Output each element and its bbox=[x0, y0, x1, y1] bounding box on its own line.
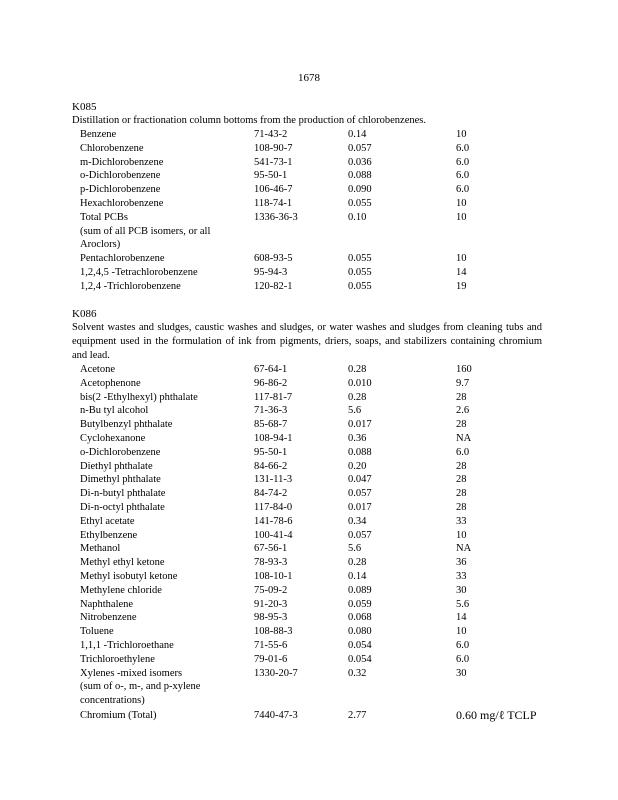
constituent-name: Methanol bbox=[80, 543, 121, 555]
table-row bbox=[72, 142, 542, 156]
cas-number: 96-86-2 bbox=[254, 377, 288, 389]
wastewater-value: 0.054 bbox=[348, 639, 372, 651]
wastewater-value: 0.059 bbox=[348, 598, 372, 610]
wastewater-value: 0.34 bbox=[348, 515, 367, 527]
nonwastewater-value: 160 bbox=[456, 364, 472, 375]
cas-number: 85-68-7 bbox=[254, 419, 288, 431]
nonwastewater-value: 14 bbox=[456, 612, 467, 624]
constituent-name: 1,2,4,5 -Tetrachlorobenzene bbox=[80, 266, 198, 278]
page-number: 1678 bbox=[298, 72, 320, 84]
nonwastewater-value: 14 bbox=[456, 266, 467, 278]
table-row bbox=[72, 501, 542, 515]
cas-number: 95-94-3 bbox=[254, 266, 288, 278]
constituent-name: Di-n-butyl phthalate bbox=[80, 488, 166, 500]
cas-number: 71-55-6 bbox=[254, 639, 288, 651]
nonwastewater-value: 5.6 bbox=[456, 598, 470, 610]
nonwastewater-value: 10 bbox=[456, 197, 467, 209]
nonwastewater-value: 6.0 bbox=[456, 639, 470, 651]
waste-description: Distillation or fractionation column bottoms from the production of chlorobenzenes. bbox=[72, 115, 427, 126]
cas-number: 79-01-6 bbox=[254, 653, 288, 665]
table-row bbox=[72, 211, 542, 225]
nonwastewater-value: 6.0 bbox=[456, 446, 470, 458]
wastewater-value: 0.054 bbox=[348, 653, 372, 665]
table-row bbox=[72, 570, 542, 584]
cas-number: 98-95-3 bbox=[254, 612, 288, 624]
cas-number: 84-74-2 bbox=[254, 488, 288, 500]
table-row bbox=[72, 667, 542, 681]
wastewater-value: 0.068 bbox=[348, 612, 372, 624]
waste-code: K086 bbox=[72, 308, 97, 320]
table-note: (sum of all PCB isomers, or all bbox=[80, 225, 211, 237]
cas-number: 120-82-1 bbox=[254, 280, 293, 292]
table-row bbox=[72, 197, 542, 211]
wastewater-value: 0.20 bbox=[348, 460, 367, 472]
cas-number: 108-90-7 bbox=[254, 142, 293, 154]
wastewater-value: 0.28 bbox=[348, 364, 367, 375]
cas-number: 7440-47-3 bbox=[254, 709, 298, 721]
constituent-table bbox=[72, 252, 542, 293]
wastewater-value: 0.047 bbox=[348, 474, 372, 486]
table-row bbox=[72, 128, 542, 142]
table-note: concentrations) bbox=[80, 695, 145, 707]
wastewater-value: 0.36 bbox=[348, 432, 367, 444]
table-row bbox=[72, 404, 542, 418]
wastewater-value: 0.055 bbox=[348, 280, 372, 292]
wastewater-value: 0.057 bbox=[348, 488, 372, 500]
constituent-name: m-Dichlorobenzene bbox=[80, 156, 164, 168]
cas-number: 117-81-7 bbox=[254, 391, 293, 403]
constituent-name: Pentachlorobenzene bbox=[80, 253, 165, 265]
wastewater-value: 2.77 bbox=[348, 709, 367, 721]
table-row bbox=[72, 418, 542, 432]
cas-number: 71-36-3 bbox=[254, 405, 288, 417]
cas-number: 84-66-2 bbox=[254, 460, 288, 472]
wastewater-value: 0.057 bbox=[348, 142, 372, 154]
waste-code: K085 bbox=[72, 101, 97, 113]
table-row bbox=[72, 529, 542, 543]
nonwastewater-value: 33 bbox=[456, 570, 467, 582]
cas-number: 108-94-1 bbox=[254, 432, 293, 444]
nonwastewater-value: NA bbox=[456, 432, 472, 444]
constituent-name: Acetophenone bbox=[80, 377, 141, 389]
table-row bbox=[72, 460, 542, 474]
constituent-name: 1,1,1 -Trichloroethane bbox=[80, 639, 174, 651]
constituent-name: Methyl ethyl ketone bbox=[80, 557, 165, 569]
constituent-table bbox=[72, 363, 542, 680]
wastewater-value: 0.089 bbox=[348, 584, 372, 596]
table-row bbox=[72, 169, 542, 183]
waste-description: Solvent wastes and sludges, caustic washes and sludges, or water washes and sludges from cleaning tubs and equipment used in the formulation of ink from pigments, driers, soaps, and stabilizers containing chromium and lead. bbox=[72, 322, 542, 361]
wastewater-value: 0.32 bbox=[348, 667, 367, 679]
nonwastewater-value: 2.6 bbox=[456, 405, 470, 417]
constituent-name: n-Bu tyl alcohol bbox=[80, 405, 149, 417]
nonwastewater-value: 28 bbox=[456, 474, 467, 486]
constituent-table bbox=[72, 128, 542, 225]
wastewater-value: 0.14 bbox=[348, 129, 367, 140]
nonwastewater-value: 28 bbox=[456, 501, 467, 513]
constituent-name: Ethylbenzene bbox=[80, 529, 138, 541]
cas-number: 1336-36-3 bbox=[254, 211, 298, 223]
k086-section bbox=[72, 307, 542, 723]
nonwastewater-value: NA bbox=[456, 543, 472, 555]
constituent-name: bis(2 -Ethylhexyl) phthalate bbox=[80, 391, 198, 403]
constituent-name: Cyclohexanone bbox=[80, 432, 146, 444]
wastewater-value: 0.055 bbox=[348, 266, 372, 278]
constituent-name: Xylenes -mixed isomers bbox=[80, 667, 183, 679]
constituent-name: Di-n-octyl phthalate bbox=[80, 501, 165, 513]
table-row bbox=[72, 280, 542, 294]
nonwastewater-value: 28 bbox=[456, 419, 467, 431]
wastewater-value: 0.088 bbox=[348, 446, 372, 458]
cas-number: 91-20-3 bbox=[254, 598, 288, 610]
wastewater-value: 0.055 bbox=[348, 253, 372, 265]
wastewater-value: 0.017 bbox=[348, 419, 372, 431]
wastewater-value: 0.017 bbox=[348, 501, 372, 513]
nonwastewater-value: 9.7 bbox=[456, 377, 470, 389]
cas-number: 95-50-1 bbox=[254, 170, 288, 182]
wastewater-value: 0.28 bbox=[348, 557, 367, 569]
constituent-name: Dimethyl phthalate bbox=[80, 474, 161, 486]
constituent-name: Toluene bbox=[80, 626, 114, 638]
table-row bbox=[72, 584, 542, 598]
cas-number: 67-56-1 bbox=[254, 543, 288, 555]
table-row bbox=[72, 363, 542, 377]
cas-number: 95-50-1 bbox=[254, 446, 288, 458]
table-row bbox=[72, 653, 542, 667]
nonwastewater-value: 10 bbox=[456, 129, 467, 140]
wastewater-value: 5.6 bbox=[348, 405, 362, 417]
wastewater-value: 0.090 bbox=[348, 184, 372, 196]
constituent-name: Benzene bbox=[80, 129, 117, 140]
constituent-name: Ethyl acetate bbox=[80, 515, 135, 527]
table-row bbox=[72, 183, 542, 197]
constituent-name: Diethyl phthalate bbox=[80, 460, 153, 472]
nonwastewater-value: 30 bbox=[456, 584, 467, 596]
constituent-name: Butylbenzyl phthalate bbox=[80, 419, 173, 431]
constituent-name: p-Dichlorobenzene bbox=[80, 184, 161, 196]
table-row bbox=[72, 515, 542, 529]
cas-number: 608-93-5 bbox=[254, 253, 293, 265]
wastewater-value: 0.28 bbox=[348, 391, 367, 403]
constituent-name: Acetone bbox=[80, 364, 115, 375]
cas-number: 71-43-2 bbox=[254, 129, 288, 140]
constituent-name: o-Dichlorobenzene bbox=[80, 446, 161, 458]
nonwastewater-value: 10 bbox=[456, 211, 467, 223]
nonwastewater-value: 28 bbox=[456, 460, 467, 472]
constituent-name: Chlorobenzene bbox=[80, 142, 144, 154]
cas-number: 75-09-2 bbox=[254, 584, 288, 596]
k085-section bbox=[72, 100, 542, 294]
nonwastewater-value: 6.0 bbox=[456, 184, 470, 196]
nonwastewater-value: 30 bbox=[456, 667, 467, 679]
table-row bbox=[72, 556, 542, 570]
table-row bbox=[72, 391, 542, 405]
cas-number: 67-64-1 bbox=[254, 364, 288, 375]
table-row bbox=[72, 252, 542, 266]
cas-number: 78-93-3 bbox=[254, 557, 288, 569]
nonwastewater-value: 28 bbox=[456, 391, 467, 403]
cas-number: 108-88-3 bbox=[254, 626, 293, 638]
table-row bbox=[72, 432, 542, 446]
table-row bbox=[72, 639, 542, 653]
table-row bbox=[72, 625, 542, 639]
constituent-name: Methylene chloride bbox=[80, 584, 162, 596]
nonwastewater-value: 6.0 bbox=[456, 170, 470, 182]
table-row bbox=[72, 542, 542, 556]
cas-number: 108-10-1 bbox=[254, 570, 293, 582]
table-row bbox=[72, 446, 542, 460]
nonwastewater-value: 6.0 bbox=[456, 156, 470, 168]
wastewater-value: 5.6 bbox=[348, 543, 362, 555]
table-note: Aroclors) bbox=[80, 239, 121, 251]
constituent-name: Chromium (Total) bbox=[80, 709, 157, 721]
wastewater-value: 0.010 bbox=[348, 377, 372, 389]
nonwastewater-value: 10 bbox=[456, 253, 467, 265]
cas-number: 541-73-1 bbox=[254, 156, 293, 168]
constituent-name: 1,2,4 -Trichlorobenzene bbox=[80, 280, 181, 292]
nonwastewater-value: 36 bbox=[456, 557, 467, 569]
cas-number: 118-74-1 bbox=[254, 197, 293, 209]
cas-number: 1330-20-7 bbox=[254, 667, 298, 679]
constituent-name: Naphthalene bbox=[80, 598, 134, 610]
wastewater-value: 0.057 bbox=[348, 529, 372, 541]
wastewater-value: 0.055 bbox=[348, 197, 372, 209]
wastewater-value: 0.14 bbox=[348, 570, 367, 582]
table-row bbox=[72, 598, 542, 612]
table-row bbox=[72, 377, 542, 391]
cas-number: 117-84-0 bbox=[254, 501, 293, 513]
nonwastewater-value: 10 bbox=[456, 529, 467, 541]
nonwastewater-value: 33 bbox=[456, 515, 467, 527]
constituent-name: Nitrobenzene bbox=[80, 612, 137, 624]
cas-number: 106-46-7 bbox=[254, 184, 293, 196]
table-row bbox=[72, 473, 542, 487]
cas-number: 100-41-4 bbox=[254, 529, 293, 541]
constituent-name: Trichloroethylene bbox=[80, 653, 155, 665]
table-row bbox=[72, 611, 542, 625]
wastewater-value: 0.10 bbox=[348, 211, 367, 223]
nonwastewater-value: 6.0 bbox=[456, 142, 470, 154]
wastewater-value: 0.080 bbox=[348, 626, 372, 638]
nonwastewater-value: 19 bbox=[456, 280, 467, 292]
nonwastewater-value: 0.60 mg/ℓ TCLP bbox=[456, 707, 537, 722]
nonwastewater-value: 10 bbox=[456, 626, 467, 638]
table-row bbox=[72, 156, 542, 170]
constituent-name: o-Dichlorobenzene bbox=[80, 170, 161, 182]
wastewater-value: 0.036 bbox=[348, 156, 372, 168]
constituent-name: Total PCBs bbox=[80, 211, 128, 223]
nonwastewater-value: 28 bbox=[456, 488, 467, 500]
wastewater-value: 0.088 bbox=[348, 170, 372, 182]
table-row bbox=[72, 709, 542, 723]
table-row bbox=[72, 487, 542, 501]
constituent-name: Hexachlorobenzene bbox=[80, 197, 164, 209]
table-note: (sum of o-, m-, and p-xylene bbox=[80, 681, 201, 693]
constituent-name: Methyl isobutyl ketone bbox=[80, 570, 178, 582]
nonwastewater-value: 6.0 bbox=[456, 653, 470, 665]
table-row bbox=[72, 266, 542, 280]
cas-number: 141-78-6 bbox=[254, 515, 293, 527]
cas-number: 131-11-3 bbox=[254, 474, 293, 486]
